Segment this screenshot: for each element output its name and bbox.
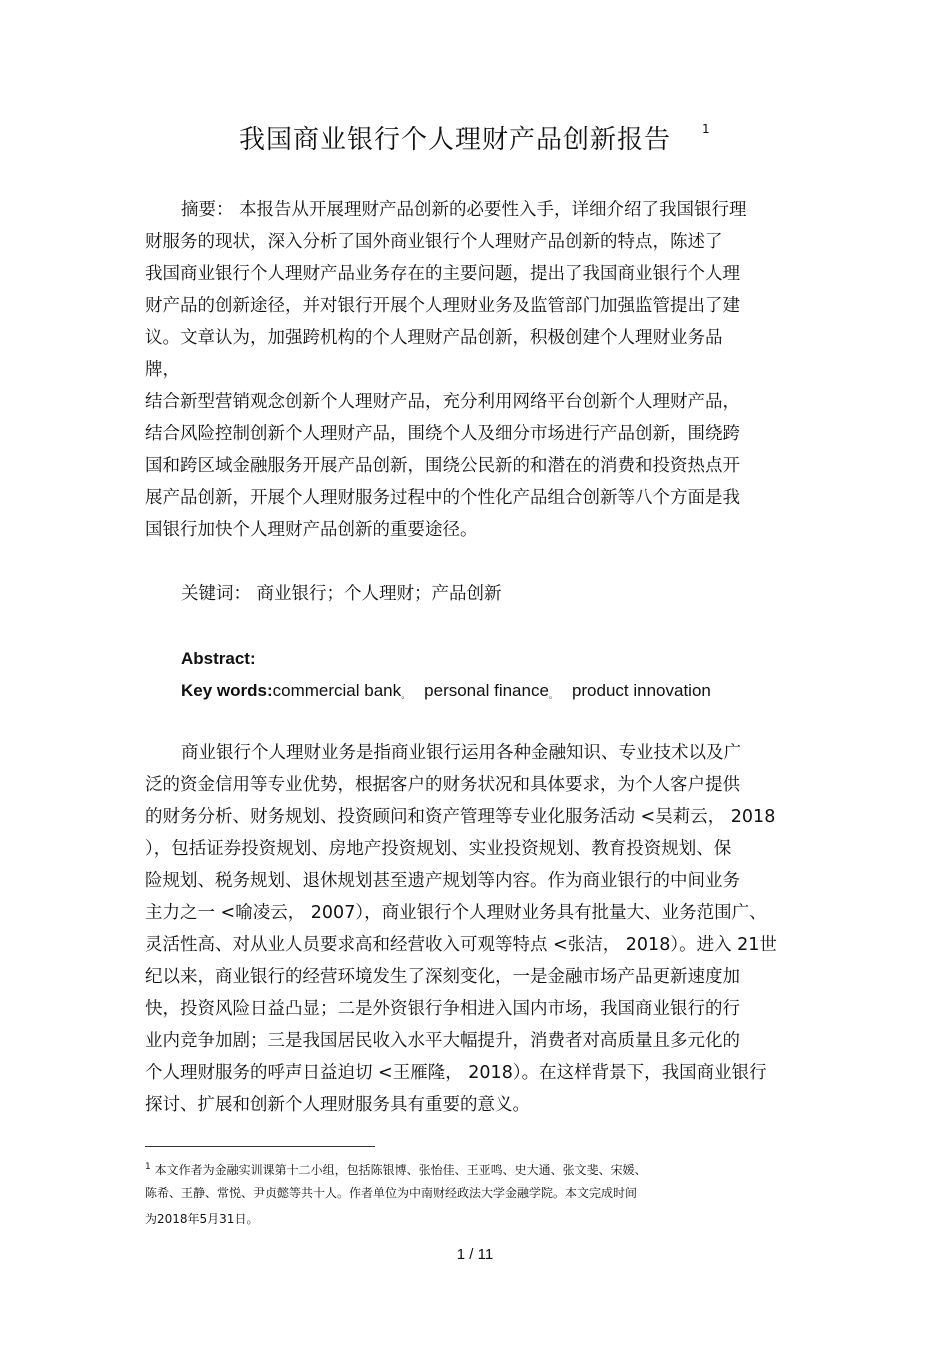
- keyword-item: personal finance: [424, 681, 549, 700]
- abstract-line: 国和跨区域金融服务开展产品创新，围绕公民新的和潜在的消费和投资热点开: [145, 456, 740, 476]
- title-footnote-mark: 1: [702, 122, 710, 136]
- body-line: 纪以来，商业银行的经营环境发生了深刻变化，一是金融市场产品更新速度加: [145, 967, 740, 987]
- abstract-line: 展产品创新，开展个人理财服务过程中的个性化产品组合创新等八个方面是我: [145, 488, 740, 508]
- abstract-line: 议。文章认为，加强跨机构的个人理财产品创新，积极创建个人理财业务品: [145, 328, 723, 348]
- keyword-separator: 。: [548, 690, 558, 700]
- abstract-en-label: Abstract:: [181, 649, 256, 668]
- abstract-line: 摘要： 本报告从开展理财产品创新的必要性入手，详细介绍了我国银行理: [181, 200, 747, 220]
- body-line: 泛的资金信用等专业优势，根据客户的财务状况和具体要求，为个人客户提供: [145, 775, 740, 795]
- body-line: ），包括证券投资规划、房地产投资规划、实业投资规划、教育投资规划、保: [145, 839, 732, 859]
- abstract-line: 结合风险控制创新个人理财产品，围绕个人及细分市场进行产品创新，围绕跨: [145, 424, 740, 444]
- abstract-line: 结合新型营销观念创新个人理财产品，充分利用网络平台创新个人理财产品，: [145, 392, 740, 412]
- keyword-item: commercial bank: [272, 681, 402, 700]
- keywords-cn: 关键词： 商业银行；个人理财；产品创新: [181, 584, 502, 604]
- document-title: 我国商业银行个人理财产品创新报告: [238, 125, 671, 155]
- body-line: 险规划、税务规划、退休规划甚至遗产规划等内容。作为商业银行的中间业务: [145, 871, 740, 891]
- body-line: 的财务分析、财务规划、投资顾问和资产管理等专业化服务活动 <吴莉云， 2018: [145, 807, 776, 827]
- keyword-separator: 。: [401, 690, 411, 700]
- footnote-mark: 1: [145, 1162, 151, 1172]
- body-line: 主力之一 <喻凌云， 2007），商业银行个人理财业务具有批量大、业务范围广、: [145, 903, 767, 923]
- abstract-line: 国银行加快个人理财产品创新的重要途径。: [145, 520, 478, 540]
- body-line: 业内竞争加剧；三是我国居民收入水平大幅提升，消费者对高质量且多元化的: [145, 1031, 740, 1051]
- keyword-item: product innovation: [571, 681, 711, 700]
- body-line: 快，投资风险日益凸显；二是外资银行争相进入国内市场，我国商业银行的行: [145, 999, 740, 1019]
- footnote-line: 为2018年5月31日。: [145, 1212, 259, 1226]
- abstract-line: 财产品的创新途径，并对银行开展个人理财业务及监管部门加强监管提出了建: [145, 296, 740, 316]
- abstract-line: 我国商业银行个人理财产品业务存在的主要问题，提出了我国商业银行个人理: [145, 264, 740, 284]
- abstract-line: 牌，: [145, 360, 180, 380]
- footnote-divider: [145, 1146, 375, 1147]
- body-line: 探讨、扩展和创新个人理财服务具有重要的意义。: [145, 1095, 530, 1115]
- body-line: 商业银行个人理财业务是指商业银行运用各种金融知识、专业技术以及广: [181, 743, 741, 763]
- abstract-line: 财服务的现状，深入分析了国外商业银行个人理财产品创新的特点，陈述了: [145, 232, 723, 252]
- body-line: 灵活性高、对从业人员要求高和经营收入可观等特点 <张洁， 2018）。进入 21世: [145, 935, 777, 955]
- keywords-en-label: Key words:: [181, 681, 273, 700]
- footnote-line: 陈希、王静、常悦、尹贞懿等共十人。作者单位为中南财经政法大学金融学院。本文完成时间: [145, 1186, 638, 1200]
- keywords-en: [181, 677, 711, 709]
- footnote-line: [145, 1154, 647, 1183]
- footnote-text: 本文作者为金融实训课第十二小组，包括陈银博、张怡佳、王亚鸣、史大通、张文斐、宋媛、: [154, 1163, 647, 1177]
- page-number: 1 / 11: [456, 1246, 494, 1263]
- body-line: 个人理财服务的呼声日益迫切 <王雁隆， 2018）。在这样背景下，我国商业银行: [145, 1063, 767, 1083]
